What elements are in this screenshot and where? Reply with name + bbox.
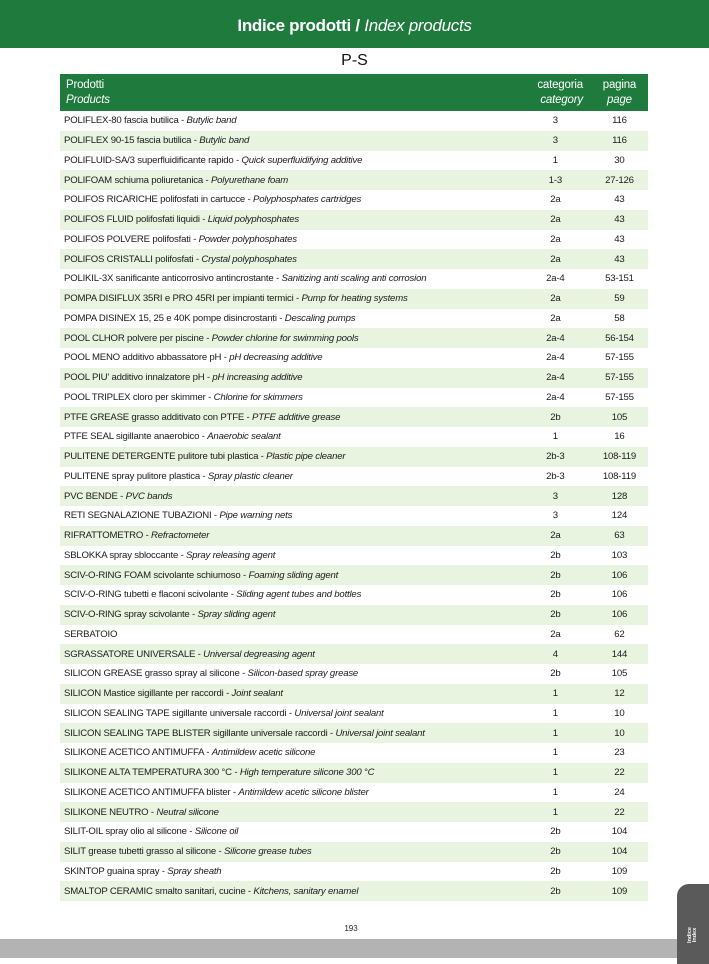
column-header-products — [60, 74, 520, 111]
table-row — [60, 723, 648, 743]
product-name-it: SILICON SEALING TAPE sigillante universale raccordi - — [64, 707, 295, 719]
product-name-en: Powder polyphosphates — [198, 233, 297, 245]
page-cell: 109 — [611, 865, 628, 877]
table-row — [60, 644, 648, 664]
column-category-en: category — [540, 93, 583, 106]
product-name-cell — [60, 763, 520, 783]
product-name-cell — [60, 585, 520, 605]
product-name-it: POOL PIU' additivo innalzatore pH - — [64, 372, 213, 384]
page-cell: 56-154 — [591, 328, 648, 348]
category-cell: 1 — [520, 763, 591, 783]
page-cell: 106 — [611, 589, 628, 601]
table-row — [60, 743, 648, 763]
product-name-cell — [60, 565, 520, 585]
table-row — [60, 763, 648, 783]
product-name-it: POLIFOS FLUID polifosfati liquidi - — [64, 214, 208, 226]
page-cell: 10 — [591, 723, 648, 743]
column-page-en: page — [607, 93, 632, 106]
product-name-en: Anaerobic sealant — [207, 431, 281, 443]
table-row — [60, 704, 648, 724]
product-name-it: SBLOKKA spray sbloccante - — [64, 549, 187, 561]
product-name-en: Refractometer — [151, 530, 210, 542]
category-cell: 1-3 — [520, 170, 591, 190]
product-name-it: POLIFOS CRISTALLI polifosfati - — [64, 253, 202, 265]
table-body — [60, 111, 648, 901]
category-cell: 2a-4 — [546, 391, 565, 403]
product-name-en: Pipe warning nets — [219, 510, 293, 522]
table-row — [60, 111, 648, 131]
table-row — [60, 486, 648, 506]
product-name-it: SILIKONE ACETICO ANTIMUFFA - — [64, 747, 212, 759]
page-cell: 43 — [614, 194, 625, 206]
product-name-it: SERBATOIO — [64, 628, 118, 640]
column-header-page — [591, 74, 648, 111]
table-row — [60, 328, 648, 348]
product-name-it: POOL CLHOR polvere per piscine - — [64, 332, 212, 344]
product-name-it: PTFE GREASE grasso additivato con PTFE - — [64, 411, 253, 423]
product-name-cell — [60, 881, 520, 901]
table-row — [60, 151, 648, 171]
table-row — [60, 309, 648, 329]
page-cell: 105 — [611, 668, 628, 680]
product-name-cell — [60, 802, 520, 822]
product-name-it: RIFRATTOMETRO - — [64, 530, 152, 542]
product-name-cell — [60, 151, 520, 171]
category-cell: 2b — [520, 842, 591, 862]
product-name-en: Chlorine for skimmers — [213, 391, 303, 403]
table-row — [60, 210, 648, 230]
page-cell: 43 — [591, 210, 648, 230]
page-cell: 43 — [591, 249, 648, 269]
category-cell: 2a — [550, 628, 561, 640]
product-name-it: POLIKIL-3X sanificante anticorrosivo antincrostante - — [64, 273, 282, 285]
product-name-cell — [60, 111, 520, 131]
page-header-banner — [0, 0, 709, 48]
product-name-en: Quick superfluidifying additive — [241, 154, 363, 166]
category-cell: 3 — [520, 131, 591, 151]
product-name-cell — [60, 842, 520, 862]
category-cell: 1 — [552, 747, 558, 759]
product-name-cell — [60, 862, 520, 882]
product-name-it: SILICON Mastice sigillante per raccordi - — [64, 688, 232, 700]
page-cell: 10 — [614, 707, 625, 719]
product-name-cell — [60, 210, 520, 230]
product-name-cell — [60, 388, 520, 408]
category-cell: 2b-3 — [546, 470, 565, 482]
product-name-en: Liquid polyphosphates — [207, 214, 299, 226]
column-products-it: Prodotti — [66, 78, 105, 91]
section-letter: P-S — [341, 52, 368, 69]
column-page-it: pagina — [602, 78, 637, 91]
product-name-cell — [60, 249, 520, 269]
category-cell: 2b-3 — [520, 447, 591, 467]
product-name-it: SILIKONE ALTA TEMPERATURA 300 °C - — [64, 767, 240, 779]
header-title-it: Indice prodotti — [237, 16, 351, 35]
product-name-cell — [60, 506, 520, 526]
product-name-it: PULITENE DETERGENTE pulitore tubi plastica - — [64, 451, 267, 463]
product-name-en: Spray sheath — [167, 865, 222, 877]
product-name-it: PVC BENDE - — [64, 490, 126, 502]
category-cell: 1 — [552, 707, 558, 719]
table-row — [60, 467, 648, 487]
product-name-it: SILIKONE ACETICO ANTIMUFFA blister - — [64, 786, 239, 798]
side-tab-label — [688, 923, 698, 947]
page-cell: 63 — [591, 526, 648, 546]
product-name-en: Neutral silicone — [156, 806, 219, 818]
category-cell: 1 — [552, 786, 558, 798]
product-name-cell — [60, 546, 520, 566]
product-name-cell — [60, 447, 520, 467]
table-row — [60, 546, 648, 566]
page-cell: 57-155 — [591, 368, 648, 388]
category-cell: 2a-4 — [546, 352, 565, 364]
product-name-en: Polyurethane foam — [210, 174, 289, 186]
product-name-en: pH decreasing additive — [229, 352, 323, 364]
category-cell: 2a-4 — [520, 328, 591, 348]
product-name-cell — [60, 230, 520, 250]
category-cell: 2b — [520, 605, 591, 625]
product-name-cell — [60, 644, 520, 664]
page-cell: 109 — [591, 881, 648, 901]
table-row — [60, 368, 648, 388]
category-cell: 1 — [552, 431, 558, 443]
product-name-it: SCIV-O-RING tubetti e flaconi scivolante - — [64, 589, 237, 601]
product-name-cell — [60, 170, 520, 190]
column-products-en: Products — [66, 93, 110, 106]
table-row — [60, 348, 648, 368]
product-name-cell — [60, 822, 520, 842]
category-cell: 2b — [550, 865, 561, 877]
category-cell: 2a — [550, 312, 561, 324]
column-category-it: categoria — [537, 78, 583, 91]
table-row — [60, 565, 648, 585]
product-name-it: POLIFLEX-80 fascia butilica - — [64, 115, 187, 127]
product-name-en: Spray sliding agent — [197, 609, 276, 621]
product-name-cell — [60, 526, 520, 546]
table-row — [60, 664, 648, 684]
category-cell: 3 — [552, 115, 558, 127]
table-row — [60, 427, 648, 447]
table-row — [60, 881, 648, 901]
page-cell: 144 — [591, 644, 648, 664]
product-name-en: PTFE additive grease — [252, 411, 341, 423]
table-row — [60, 447, 648, 467]
product-name-en: Universal joint sealant — [294, 707, 384, 719]
product-name-en: Spray releasing agent — [186, 549, 276, 561]
table-row — [60, 131, 648, 151]
category-cell: 2b — [550, 826, 561, 838]
product-name-en: Plastic pipe cleaner — [266, 451, 346, 463]
page-cell: 104 — [591, 842, 648, 862]
page-cell: 30 — [614, 154, 625, 166]
category-cell: 1 — [552, 154, 558, 166]
category-cell: 2a-4 — [520, 368, 591, 388]
product-name-it: SGRASSATORE UNIVERSALE - — [64, 648, 204, 660]
page-cell: 116 — [591, 131, 648, 151]
table-row — [60, 842, 648, 862]
category-cell: 3 — [552, 510, 558, 522]
page-cell: 53-151 — [605, 273, 634, 285]
product-name-cell — [60, 605, 520, 625]
product-name-en: Joint sealant — [231, 688, 283, 700]
table-header-row — [60, 74, 648, 111]
page-cell: 108-119 — [591, 447, 648, 467]
table-row — [60, 170, 648, 190]
table-row — [60, 526, 648, 546]
page-cell: 116 — [612, 115, 627, 127]
page-cell: 22 — [591, 763, 648, 783]
category-cell: 2a — [550, 233, 561, 245]
product-name-cell — [60, 407, 520, 427]
product-name-cell — [60, 486, 520, 506]
page-cell: 62 — [614, 628, 625, 640]
category-cell: 2a-4 — [546, 273, 565, 285]
product-name-it: SCIV-O-RING FOAM scivolante schiumoso - — [64, 569, 249, 581]
product-name-it: POMPA DISIFLUX 35RI e PRO 45RI per impianti termici - — [64, 293, 302, 305]
column-header-category — [520, 74, 591, 111]
page-cell: 12 — [591, 684, 648, 704]
product-name-it: POLIFLEX 90-15 fascia butilica - — [64, 135, 200, 147]
product-name-cell — [60, 704, 520, 724]
page-cell: 27-126 — [591, 170, 648, 190]
header-title-en: Index products — [364, 16, 472, 35]
product-name-en: Silicone grease tubes — [223, 846, 312, 858]
product-name-en: Sliding agent tubes and bottles — [236, 589, 362, 601]
product-name-it: PULITENE spray pulitore plastica - — [64, 470, 208, 482]
product-name-cell — [60, 783, 520, 803]
table-row — [60, 230, 648, 250]
product-name-en: Foaming sliding agent — [248, 569, 339, 581]
product-name-en: Powder chlorine for swimming pools — [211, 332, 359, 344]
table-row — [60, 585, 648, 605]
side-tab-line1: Indice — [687, 927, 693, 943]
table-row — [60, 269, 648, 289]
product-name-en: Polyphosphates cartridges — [253, 194, 362, 206]
product-name-it: POOL TRIPLEX cloro per skimmer - — [64, 391, 214, 403]
product-name-cell — [60, 743, 520, 763]
page-cell: 22 — [591, 802, 648, 822]
footer-bar — [0, 939, 709, 958]
page-cell: 128 — [591, 486, 648, 506]
product-name-it: PTFE SEAL sigillante anaerobico - — [64, 431, 208, 443]
category-cell: 2a — [550, 194, 561, 206]
page-cell: 108-119 — [602, 470, 636, 482]
table-row — [60, 783, 648, 803]
product-name-en: Silicone oil — [194, 826, 239, 838]
table-row — [60, 506, 648, 526]
product-name-it: SCIV-O-RING spray scivolante - — [64, 609, 198, 621]
product-name-en: Descaling pumps — [284, 312, 356, 324]
category-cell: 2b — [550, 589, 561, 601]
product-name-it: POLIFOAM schiuma poliuretanica - — [64, 174, 211, 186]
product-name-en: Silicon-based spray grease — [247, 668, 359, 680]
table-row — [60, 407, 648, 427]
product-name-cell — [60, 368, 520, 388]
page-cell: 57-155 — [605, 352, 634, 364]
table-row — [60, 249, 648, 269]
table-row — [60, 802, 648, 822]
product-index-table — [60, 74, 648, 901]
product-name-cell — [60, 467, 520, 487]
product-name-en: Spray plastic cleaner — [207, 470, 293, 482]
category-cell: 1 — [520, 802, 591, 822]
product-name-en: Antimildew acetic silicone blister — [238, 786, 369, 798]
product-name-it: SMALTOP CERAMIC smalto sanitari, cucine - — [64, 885, 254, 897]
product-name-it: SILIKONE NEUTRO - — [64, 806, 157, 818]
category-cell: 2a — [520, 249, 591, 269]
product-name-cell — [60, 131, 520, 151]
product-name-it: POLIFLUID-SA/3 superfluidificante rapido - — [64, 154, 242, 166]
page-cell: 124 — [611, 510, 628, 522]
product-name-it: SILIT grease tubetti grasso al silicone - — [64, 846, 224, 858]
page-cell: 105 — [591, 407, 648, 427]
page-cell: 103 — [611, 549, 628, 561]
product-name-it: POMPA DISINEX 15, 25 e 40K pompe disincrostanti - — [64, 312, 285, 324]
page-cell: 58 — [614, 312, 625, 324]
product-name-en: Universal degreasing agent — [203, 648, 315, 660]
category-cell: 2a — [520, 526, 591, 546]
product-name-it: SILICON SEALING TAPE BLISTER sigillante universale raccordi - — [64, 727, 336, 739]
product-name-cell — [60, 664, 520, 684]
category-cell: 2a — [520, 289, 591, 309]
category-cell: 2b — [520, 881, 591, 901]
product-name-en: Kitchens, sanitary enamel — [253, 885, 359, 897]
category-cell: 2b — [550, 549, 561, 561]
table-row — [60, 625, 648, 645]
product-name-cell — [60, 348, 520, 368]
category-cell: 2b — [520, 407, 591, 427]
product-name-en: High temperature silicone 300 °C — [239, 767, 375, 779]
page-cell: 104 — [611, 826, 628, 838]
product-name-cell — [60, 289, 520, 309]
product-name-cell — [60, 427, 520, 447]
side-tab-line2: Index — [692, 927, 698, 943]
product-name-en: Pump for heating systems — [301, 293, 408, 305]
product-name-cell — [60, 190, 520, 210]
category-cell: 4 — [520, 644, 591, 664]
product-name-en: Universal joint sealant — [335, 727, 425, 739]
product-name-en: Butylic band — [199, 135, 250, 147]
product-name-cell — [60, 269, 520, 289]
header-separator: / — [355, 16, 360, 35]
product-name-en: Butylic band — [186, 115, 237, 127]
product-name-cell — [60, 723, 520, 743]
product-name-cell — [60, 328, 520, 348]
product-name-it: POOL MENO additivo abbassatore pH - — [64, 352, 230, 364]
product-name-it: SKINTOP guaina spray - — [64, 865, 168, 877]
product-name-it: SILIT-OIL spray olio al silicone - — [64, 826, 195, 838]
product-name-en: PVC bands — [125, 490, 173, 502]
category-cell: 2a — [520, 210, 591, 230]
product-name-en: Antimildew acetic silicone — [211, 747, 316, 759]
page-number: 193 — [344, 924, 358, 933]
product-name-cell — [60, 309, 520, 329]
product-name-cell — [60, 625, 520, 645]
table-row — [60, 289, 648, 309]
product-name-it: POLIFOS POLVERE polifosfati - — [64, 233, 199, 245]
table-row — [60, 190, 648, 210]
page-cell: 43 — [614, 233, 625, 245]
category-cell: 1 — [520, 684, 591, 704]
page-cell: 106 — [591, 605, 648, 625]
page-cell: 16 — [614, 431, 625, 443]
page-cell: 59 — [591, 289, 648, 309]
table-row — [60, 684, 648, 704]
page-cell: 24 — [614, 786, 625, 798]
product-name-it: RETI SEGNALAZIONE TUBAZIONI - — [64, 510, 220, 522]
category-cell: 3 — [520, 486, 591, 506]
page-cell: 57-155 — [605, 391, 634, 403]
page-cell: 23 — [614, 747, 625, 759]
product-name-it: POLIFOS RICARICHE polifosfati in cartucce - — [64, 194, 253, 206]
category-cell: 1 — [520, 723, 591, 743]
table-row — [60, 822, 648, 842]
category-cell: 2b — [550, 668, 561, 680]
table-row — [60, 862, 648, 882]
product-name-en: Sanitizing anti scaling anti corrosion — [281, 273, 427, 285]
product-name-it: SILICON GREASE grasso spray al silicone - — [64, 668, 248, 680]
category-cell: 2b — [520, 565, 591, 585]
product-name-cell — [60, 684, 520, 704]
page-cell: 106 — [591, 565, 648, 585]
table-row — [60, 605, 648, 625]
table-row — [60, 388, 648, 408]
product-name-en: pH increasing additive — [212, 372, 303, 384]
product-name-en: Crystal polyphosphates — [201, 253, 297, 265]
